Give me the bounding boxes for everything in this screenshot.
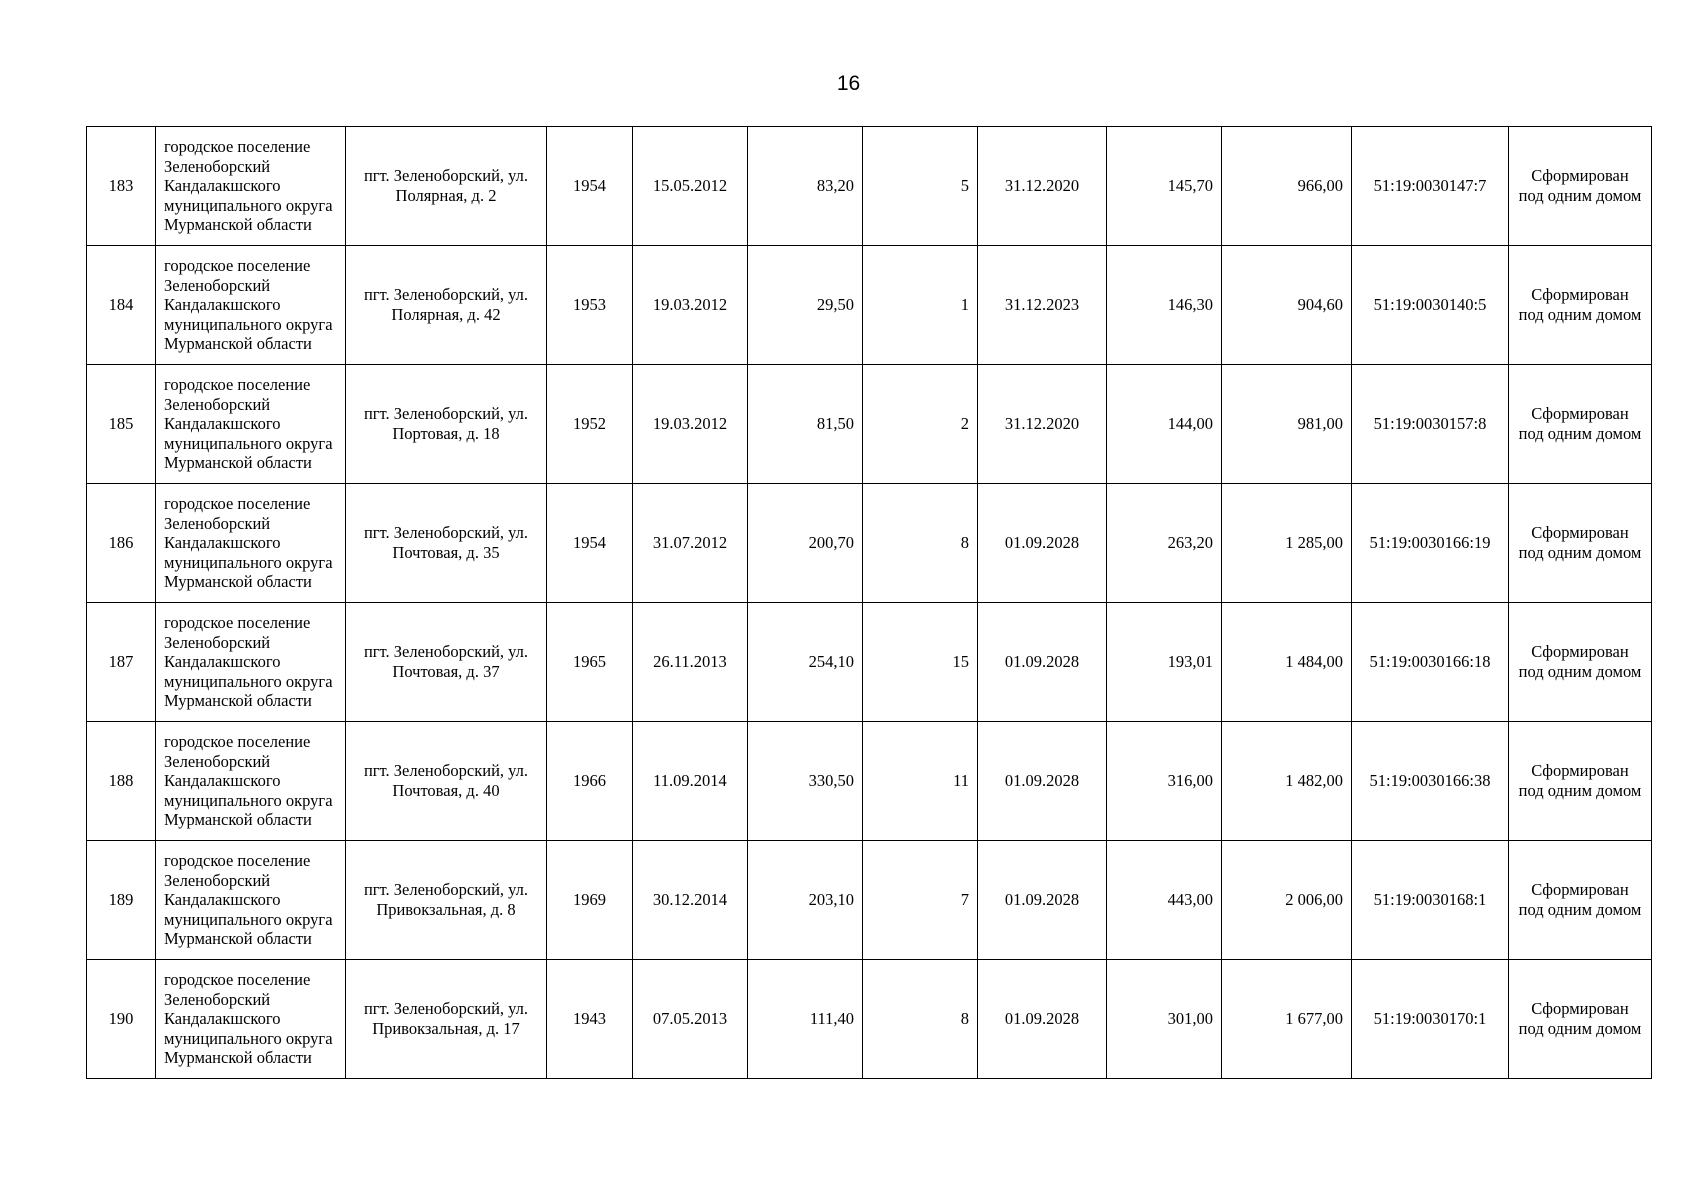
value-a-cell: 443,00: [1107, 841, 1222, 960]
construction-year-cell: 1954: [547, 127, 633, 246]
page-number: 16: [836, 72, 861, 95]
construction-year-cell: 1966: [547, 722, 633, 841]
municipality-name-cell: городское поселение Зеленоборский Кандалакшского муниципального округа Мурманской области: [156, 365, 346, 484]
municipality-name-cell: городское поселение Зеленоборский Кандалакшского муниципального округа Мурманской области: [156, 484, 346, 603]
residents-count-cell: 11: [863, 722, 978, 841]
value-a-cell: 145,70: [1107, 127, 1222, 246]
housing-registry-table: [86, 126, 1652, 1079]
house-address-cell: пгт. Зеленоборский, ул. Полярная, д. 42: [346, 246, 547, 365]
value-a-cell: 144,00: [1107, 365, 1222, 484]
municipality-name-cell: городское поселение Зеленоборский Кандалакшского муниципального округа Мурманской области: [156, 722, 346, 841]
house-address-cell: пгт. Зеленоборский, ул. Полярная, д. 2: [346, 127, 547, 246]
planned-resettlement-date-cell: 31.12.2020: [978, 127, 1107, 246]
living-area-cell: 83,20: [748, 127, 863, 246]
living-area-cell: 111,40: [748, 960, 863, 1079]
living-area-cell: 29,50: [748, 246, 863, 365]
row-number-cell: 185: [87, 365, 156, 484]
planned-resettlement-date-cell: 31.12.2020: [978, 365, 1107, 484]
row-number-cell: 186: [87, 484, 156, 603]
land-plot-note-cell: Сформирован под одним домом: [1509, 603, 1652, 722]
construction-year-cell: 1965: [547, 603, 633, 722]
value-b-cell: 2 006,00: [1222, 841, 1352, 960]
construction-year-cell: 1969: [547, 841, 633, 960]
municipality-name-cell: городское поселение Зеленоборский Кандалакшского муниципального округа Мурманской области: [156, 960, 346, 1079]
construction-year-cell: 1952: [547, 365, 633, 484]
recognition-date-cell: 19.03.2012: [633, 365, 748, 484]
row-number-cell: 187: [87, 603, 156, 722]
living-area-cell: 81,50: [748, 365, 863, 484]
row-number-cell: 184: [87, 246, 156, 365]
value-b-cell: 904,60: [1222, 246, 1352, 365]
value-b-cell: 981,00: [1222, 365, 1352, 484]
land-plot-note-cell: Сформирован под одним домом: [1509, 127, 1652, 246]
residents-count-cell: 5: [863, 127, 978, 246]
recognition-date-cell: 31.07.2012: [633, 484, 748, 603]
land-plot-note-cell: Сформирован под одним домом: [1509, 246, 1652, 365]
table-row: [87, 127, 1652, 246]
living-area-cell: 203,10: [748, 841, 863, 960]
cadastral-number-cell: 51:19:0030166:19: [1352, 484, 1509, 603]
living-area-cell: 200,70: [748, 484, 863, 603]
house-address-cell: пгт. Зеленоборский, ул. Почтовая, д. 35: [346, 484, 547, 603]
cadastral-number-cell: 51:19:0030157:8: [1352, 365, 1509, 484]
planned-resettlement-date-cell: 01.09.2028: [978, 484, 1107, 603]
cadastral-number-cell: 51:19:0030166:18: [1352, 603, 1509, 722]
municipality-name-cell: городское поселение Зеленоборский Кандалакшского муниципального округа Мурманской области: [156, 127, 346, 246]
planned-resettlement-date-cell: 01.09.2028: [978, 960, 1107, 1079]
planned-resettlement-date-cell: 01.09.2028: [978, 841, 1107, 960]
row-number-cell: 190: [87, 960, 156, 1079]
recognition-date-cell: 26.11.2013: [633, 603, 748, 722]
land-plot-note-cell: Сформирован под одним домом: [1509, 365, 1652, 484]
house-address-cell: пгт. Зеленоборский, ул. Портовая, д. 18: [346, 365, 547, 484]
living-area-cell: 330,50: [748, 722, 863, 841]
land-plot-note-cell: Сформирован под одним домом: [1509, 960, 1652, 1079]
construction-year-cell: 1943: [547, 960, 633, 1079]
residents-count-cell: 7: [863, 841, 978, 960]
house-address-cell: пгт. Зеленоборский, ул. Привокзальная, д. 17: [346, 960, 547, 1079]
municipality-name-cell: городское поселение Зеленоборский Кандалакшского муниципального округа Мурманской области: [156, 841, 346, 960]
table-row: [87, 484, 1652, 603]
residents-count-cell: 2: [863, 365, 978, 484]
value-a-cell: 316,00: [1107, 722, 1222, 841]
land-plot-note-cell: Сформирован под одним домом: [1509, 722, 1652, 841]
cadastral-number-cell: 51:19:0030140:5: [1352, 246, 1509, 365]
cadastral-number-cell: 51:19:0030166:38: [1352, 722, 1509, 841]
row-number-cell: 189: [87, 841, 156, 960]
living-area-cell: 254,10: [748, 603, 863, 722]
recognition-date-cell: 07.05.2013: [633, 960, 748, 1079]
value-a-cell: 263,20: [1107, 484, 1222, 603]
cadastral-number-cell: 51:19:0030168:1: [1352, 841, 1509, 960]
value-b-cell: 1 482,00: [1222, 722, 1352, 841]
table-row: [87, 960, 1652, 1079]
house-address-cell: пгт. Зеленоборский, ул. Почтовая, д. 40: [346, 722, 547, 841]
value-b-cell: 1 285,00: [1222, 484, 1352, 603]
planned-resettlement-date-cell: 01.09.2028: [978, 603, 1107, 722]
recognition-date-cell: 19.03.2012: [633, 246, 748, 365]
table-row: [87, 365, 1652, 484]
recognition-date-cell: 15.05.2012: [633, 127, 748, 246]
land-plot-note-cell: Сформирован под одним домом: [1509, 841, 1652, 960]
planned-resettlement-date-cell: 31.12.2023: [978, 246, 1107, 365]
municipality-name-cell: городское поселение Зеленоборский Кандалакшского муниципального округа Мурманской области: [156, 246, 346, 365]
table-row: [87, 246, 1652, 365]
table-row: [87, 841, 1652, 960]
table-row: [87, 603, 1652, 722]
residents-count-cell: 8: [863, 484, 978, 603]
value-a-cell: 301,00: [1107, 960, 1222, 1079]
value-b-cell: 966,00: [1222, 127, 1352, 246]
value-b-cell: 1 484,00: [1222, 603, 1352, 722]
residents-count-cell: 1: [863, 246, 978, 365]
row-number-cell: 188: [87, 722, 156, 841]
table-row: [87, 722, 1652, 841]
residents-count-cell: 8: [863, 960, 978, 1079]
table-body: [87, 127, 1652, 1079]
construction-year-cell: 1954: [547, 484, 633, 603]
residents-count-cell: 15: [863, 603, 978, 722]
recognition-date-cell: 30.12.2014: [633, 841, 748, 960]
value-a-cell: 146,30: [1107, 246, 1222, 365]
cadastral-number-cell: 51:19:0030170:1: [1352, 960, 1509, 1079]
cadastral-number-cell: 51:19:0030147:7: [1352, 127, 1509, 246]
recognition-date-cell: 11.09.2014: [633, 722, 748, 841]
house-address-cell: пгт. Зеленоборский, ул. Почтовая, д. 37: [346, 603, 547, 722]
planned-resettlement-date-cell: 01.09.2028: [978, 722, 1107, 841]
land-plot-note-cell: Сформирован под одним домом: [1509, 484, 1652, 603]
house-address-cell: пгт. Зеленоборский, ул. Привокзальная, д. 8: [346, 841, 547, 960]
value-a-cell: 193,01: [1107, 603, 1222, 722]
row-number-cell: 183: [87, 127, 156, 246]
value-b-cell: 1 677,00: [1222, 960, 1352, 1079]
municipality-name-cell: городское поселение Зеленоборский Кандалакшского муниципального округа Мурманской области: [156, 603, 346, 722]
construction-year-cell: 1953: [547, 246, 633, 365]
